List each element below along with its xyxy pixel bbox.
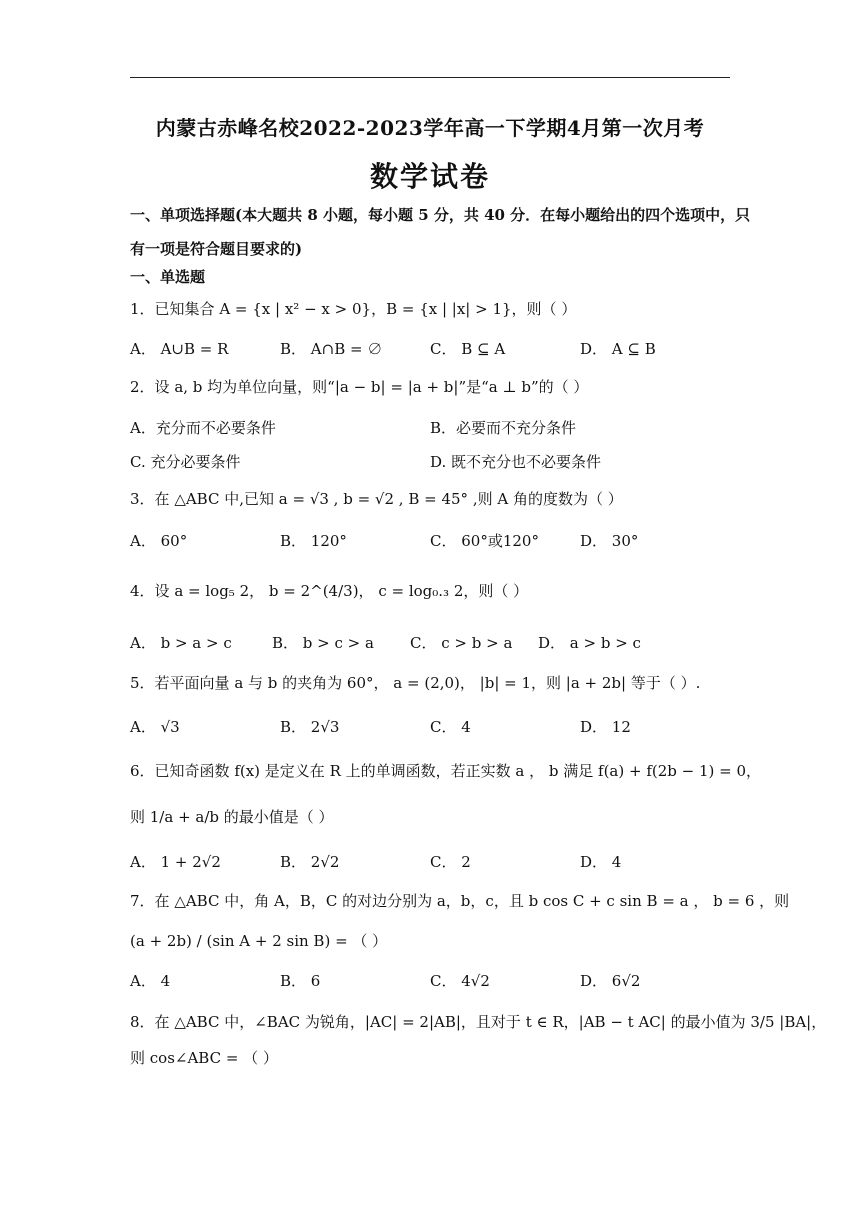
option-c: C. 充分必要条件 — [130, 453, 241, 471]
question-7 — [130, 890, 790, 911]
option-b: B． 2√3 — [280, 718, 340, 736]
option-a: A． 4 — [130, 972, 171, 990]
question-3 — [130, 488, 730, 509]
question-number: 5． — [130, 674, 155, 692]
question-number: 8． — [130, 1013, 155, 1031]
question-stem: 在 △ABC 中,已知 a = √3 , b = √2 , B = 45° ,则 A 角的度数为（ ） — [154, 490, 623, 508]
option-c: C． c > b > a — [410, 634, 513, 652]
option-d: D． a > b > c — [538, 634, 641, 652]
question-6-line2: 则 1/a + a/b 的最小值是（ ） — [130, 808, 334, 826]
option-a: A．充分而不必要条件 — [130, 419, 276, 437]
question-stem: 已知集合 A = {x | x² − x > 0}，B = {x | |x| > 1}，则（ ） — [154, 300, 577, 318]
option-a: A． 60° — [130, 532, 188, 550]
option-a: A． A∪B = R — [130, 340, 229, 358]
question-5 — [130, 672, 730, 693]
option-c: C． B ⊆ A — [430, 340, 506, 358]
question-number: 3． — [130, 490, 155, 508]
option-b: B． 120° — [280, 532, 347, 550]
top-rule — [130, 77, 730, 78]
option-b: B． A∩B = ∅ — [280, 340, 383, 358]
section-subheading: 一、单选题 — [130, 268, 206, 286]
question-stem-line1: 已知奇函数 f(x) 是定义在 R 上的单调函数，若正实数 a ， b 满足 f(a) + f(2b − 1) = 0， — [154, 762, 762, 780]
question-7-line2: (a + 2b) / (sin A + 2 sin B) = （ ） — [130, 932, 388, 950]
option-b: B．必要而不充分条件 — [430, 419, 577, 437]
option-d: D． 30° — [580, 532, 639, 550]
question-number: 6． — [130, 762, 155, 780]
exam-subtitle: 数学试卷 — [369, 160, 490, 193]
question-number: 1． — [130, 300, 155, 318]
question-8 — [130, 1011, 827, 1032]
option-d: D． 6√2 — [580, 972, 641, 990]
option-c: C． 4 — [430, 718, 471, 736]
option-b: B． b > c > a — [272, 634, 374, 652]
question-stem: 设 a = log₅ 2， b = 2^(4/3)， c = log₀.₃ 2，则（ ） — [154, 582, 529, 600]
section-heading-line1: 一、单项选择题(本大题共 8 小题，每小题 5 分，共 40 分．在每小题给出的四个选项中，只 — [130, 206, 751, 224]
exam-title: 内蒙古赤峰名校2022-2023学年高一下学期4月第一次月考 — [155, 116, 705, 140]
option-d: D． 12 — [580, 718, 631, 736]
option-b: B． 6 — [280, 972, 321, 990]
question-stem-line1: 在 △ABC 中，角 A，B，C 的对边分别为 a，b，c，且 b cos C + c sin B = a ， b = 6 ，则 — [154, 892, 790, 910]
option-a: A． b > a > c — [130, 634, 232, 652]
option-a: A． √3 — [130, 718, 180, 736]
question-number: 2． — [130, 378, 155, 396]
question-1 — [130, 298, 730, 319]
option-c: C． 2 — [430, 853, 471, 871]
option-c: C． 4√2 — [430, 972, 490, 990]
option-a: A． 1 + 2√2 — [130, 853, 221, 871]
section-heading-line2: 有一项是符合题目要求的) — [130, 240, 303, 258]
question-2 — [130, 376, 730, 397]
question-stem: 若平面向量 a 与 b 的夹角为 60°， a = (2,0)， |b| = 1，则 |a + 2b| 等于（ ）. — [154, 674, 701, 692]
question-8-line2: 则 cos∠ABC = （ ） — [130, 1049, 278, 1067]
question-stem: 设 a, b 均为单位向量，则“|a − b| = |a + b|”是“a ⊥ b”的（ ） — [154, 378, 589, 396]
question-stem-line1: 在 △ABC 中，∠BAC 为锐角，|AC| = 2|AB|，且对于 t ∈ R，|AB − t AC| 的最小值为 3/5 |BA|， — [154, 1013, 827, 1031]
option-c: C． 60°或120° — [430, 532, 539, 550]
question-4 — [130, 580, 730, 601]
question-number: 4． — [130, 582, 155, 600]
question-number: 7． — [130, 892, 155, 910]
option-d: D． A ⊆ B — [580, 340, 656, 358]
option-d: D. 既不充分也不必要条件 — [430, 453, 602, 471]
option-d: D． 4 — [580, 853, 622, 871]
question-6 — [130, 760, 762, 781]
option-b: B． 2√2 — [280, 853, 340, 871]
